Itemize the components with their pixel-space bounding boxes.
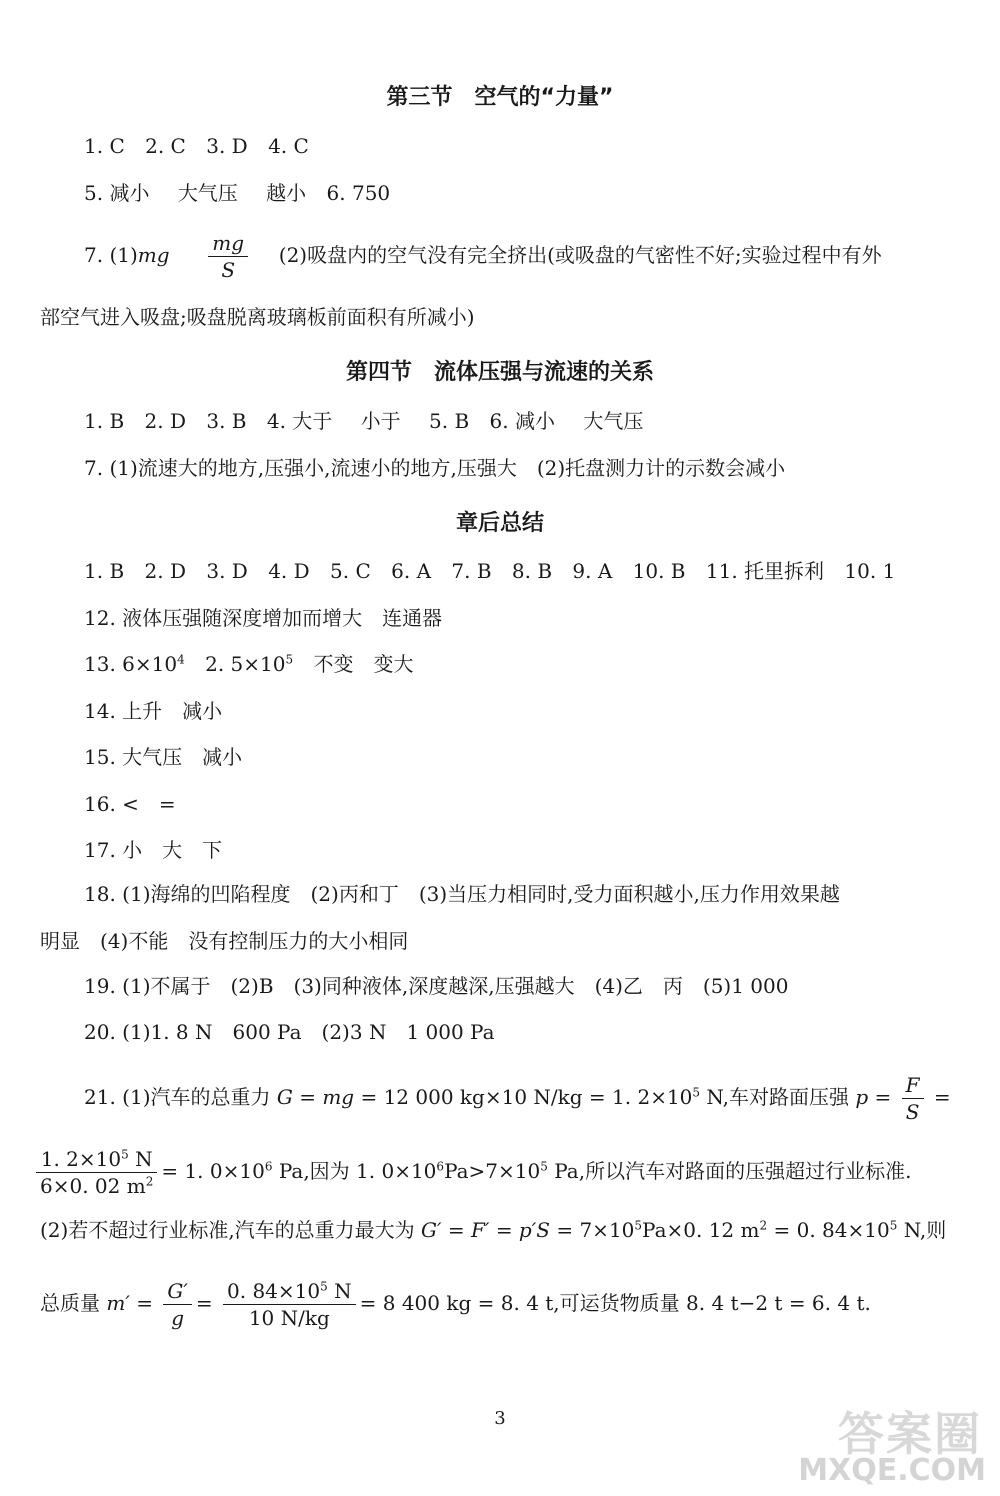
exponent: 5 [692, 1085, 701, 1100]
text: Pa,所以汽车对路面的压强超过行业标准. [547, 1159, 912, 1183]
answer-line: 部空气进入吸盘;吸盘脱离玻璃板前面积有所减小) [40, 305, 475, 329]
exponent: 5 [320, 1279, 328, 1294]
exponent: 5 [540, 1159, 548, 1174]
text: = 1. 0×10 [161, 1159, 265, 1183]
answer-item: 4. D [268, 559, 310, 583]
fraction-denominator: 10 N/kg [248, 1306, 330, 1330]
answer-item: 13. 6×10 [84, 652, 178, 676]
section-title-summary: 章后总结 [455, 511, 544, 536]
text: Pa,因为 1. 0×10 [272, 1159, 437, 1183]
answer-line-q21 [36, 1146, 911, 1199]
fraction-numerator: G′ [163, 1278, 192, 1305]
text: = 12 000 kg×10 N/kg = 1. 2×10 [354, 1085, 693, 1109]
text: = [927, 1085, 951, 1109]
text: 0. 84×10 [227, 1279, 321, 1303]
var: m′ [106, 1291, 130, 1315]
fraction [163, 1278, 192, 1331]
answer-line [84, 650, 413, 678]
answer-item: 5. C [330, 559, 371, 583]
var: G′ = F′ = p′S [421, 1218, 550, 1242]
exponent: 2 [759, 1218, 768, 1233]
exponent: 2 [145, 1174, 154, 1189]
answer-item: 2. D [144, 409, 186, 433]
var: mg [322, 1085, 355, 1109]
fraction [223, 1278, 356, 1331]
answer-item: 不变 变大 [313, 652, 414, 676]
answer-line [84, 132, 309, 160]
fraction-numerator: F [902, 1072, 924, 1099]
fraction-denominator: S [221, 258, 236, 282]
answer-line: 14. 上升 减小 [84, 699, 223, 723]
answer-line-q21 [40, 1278, 871, 1331]
text: = 8 400 kg = 8. 4 t,可运货物质量 8. 4 t−2 t = 6. 4 t. [359, 1291, 871, 1315]
exponent: 5 [889, 1218, 898, 1233]
answer-item: 2. 5×10 [205, 652, 286, 676]
q7-text: (2)吸盘内的空气没有完全挤出(或吸盘的气密性不好;实验过程中有外 [278, 243, 882, 267]
answer-item: 1. B [84, 409, 125, 433]
answer-line-q21 [84, 1072, 951, 1125]
exponent: 4 [177, 652, 185, 667]
answer-item: 6. A [391, 559, 432, 583]
fraction-denominator [36, 1173, 157, 1199]
answer-item: 越小 [266, 181, 307, 205]
answer-item: 3. D [206, 134, 248, 158]
watermark-top: 答案圈 [838, 1407, 982, 1461]
text: N [128, 1147, 153, 1171]
text: 6×0. 02 m [40, 1174, 146, 1198]
answer-item: 5. B [429, 409, 470, 433]
answer-line [84, 407, 643, 435]
answer-item: 8. B [511, 559, 553, 583]
answer-line: 明显 (4)不能 没有控制压力的大小相同 [40, 929, 409, 953]
exponent: 6 [264, 1159, 273, 1174]
answer-item: 大气压 [583, 409, 644, 433]
answer-item: 7. B [451, 559, 492, 583]
fraction-numerator: mg [208, 230, 248, 257]
answer-item: 6. 减小 [489, 409, 555, 433]
answer-line: 16. < = [84, 792, 176, 816]
text: Pa×0. 12 m [642, 1218, 760, 1242]
fraction-numerator [36, 1146, 157, 1173]
answer-item: 11. 托里拆利 [705, 559, 825, 583]
answer-line: 20. (1)1. 8 N 600 Pa (2)3 N 1 000 Pa [84, 1020, 495, 1044]
answer-item: 5. 减小 [84, 181, 150, 205]
text: = [129, 1291, 160, 1315]
text: 1. 2×10 [40, 1147, 122, 1171]
text: = 7×10 [549, 1218, 635, 1242]
answer-item: 10. 1 [844, 559, 896, 583]
text: = [292, 1085, 323, 1109]
answer-item: 3. B [206, 409, 247, 433]
answer-item: 1. C [84, 134, 125, 158]
var: p [855, 1085, 869, 1109]
answer-item: 4. 大于 [266, 409, 333, 433]
text: 21. (1)汽车的总重力 [84, 1085, 277, 1109]
answer-line: 18. (1)海绵的凹陷程度 (2)丙和丁 (3)当压力相同时,受力面积越小,压力作用效果越 [84, 882, 840, 906]
fraction-denominator: g [171, 1306, 185, 1330]
exponent: 5 [121, 1147, 129, 1162]
answer-item: 10. B [632, 559, 686, 583]
watermark-logo [792, 1398, 992, 1490]
answer-item: 大气压 [177, 181, 238, 205]
answer-line: 17. 小 大 下 [84, 838, 223, 862]
answer-line-q7 [84, 230, 882, 283]
text: Pa>7×10 [444, 1159, 541, 1183]
exponent: 5 [285, 652, 294, 667]
text: = [195, 1291, 213, 1315]
answer-line: 19. (1)不属于 (2)B (3)同种液体,深度越深,压强越大 (4)乙 丙 (5)1 000 [84, 974, 789, 998]
answer-line [84, 179, 390, 207]
answer-item: 4. C [268, 134, 309, 158]
answer-item: 2. C [145, 134, 186, 158]
answer-item: 小于 [360, 409, 401, 433]
answer-line-q21 [40, 1216, 946, 1244]
fraction [36, 1146, 157, 1199]
fraction [208, 230, 248, 283]
text: = [868, 1085, 898, 1109]
answer-item: 2. D [144, 559, 186, 583]
answer-line [84, 557, 895, 585]
answer-line: 12. 液体压强随深度增加而增大 连通器 [84, 606, 443, 630]
text: N,则 [897, 1218, 947, 1242]
watermark-bottom: MXQE.COM [798, 1453, 986, 1488]
answer-item: 9. A [572, 559, 613, 583]
q7-mg: mg [137, 243, 170, 267]
var: G [276, 1085, 293, 1109]
section-title-3: 第三节 空气的“力量” [386, 85, 614, 110]
text: 总质量 [40, 1291, 107, 1315]
answer-item: 3. D [206, 559, 248, 583]
text: (2)若不超过行业标准,汽车的总重力最大为 [40, 1218, 422, 1242]
answer-line: 7. (1)流速大的地方,压强小,流速小的地方,压强大 (2)托盘测力计的示数会减小 [84, 456, 786, 480]
fraction [902, 1072, 924, 1125]
text: N [327, 1279, 352, 1303]
text: = 0. 84×10 [767, 1218, 890, 1242]
text: N,车对路面压强 [700, 1085, 856, 1109]
answer-item: 6. 750 [326, 181, 391, 205]
exponent: 5 [634, 1218, 643, 1233]
exponent: 6 [436, 1159, 445, 1174]
q7-prefix: 7. (1) [84, 243, 138, 267]
section-title-4: 第四节 流体压强与流速的关系 [345, 360, 654, 385]
page-number: 3 [494, 1408, 506, 1429]
answer-item: 1. B [84, 559, 125, 583]
answer-line: 15. 大气压 减小 [84, 745, 243, 769]
fraction-numerator [223, 1278, 356, 1305]
fraction-denominator: S [905, 1100, 920, 1124]
